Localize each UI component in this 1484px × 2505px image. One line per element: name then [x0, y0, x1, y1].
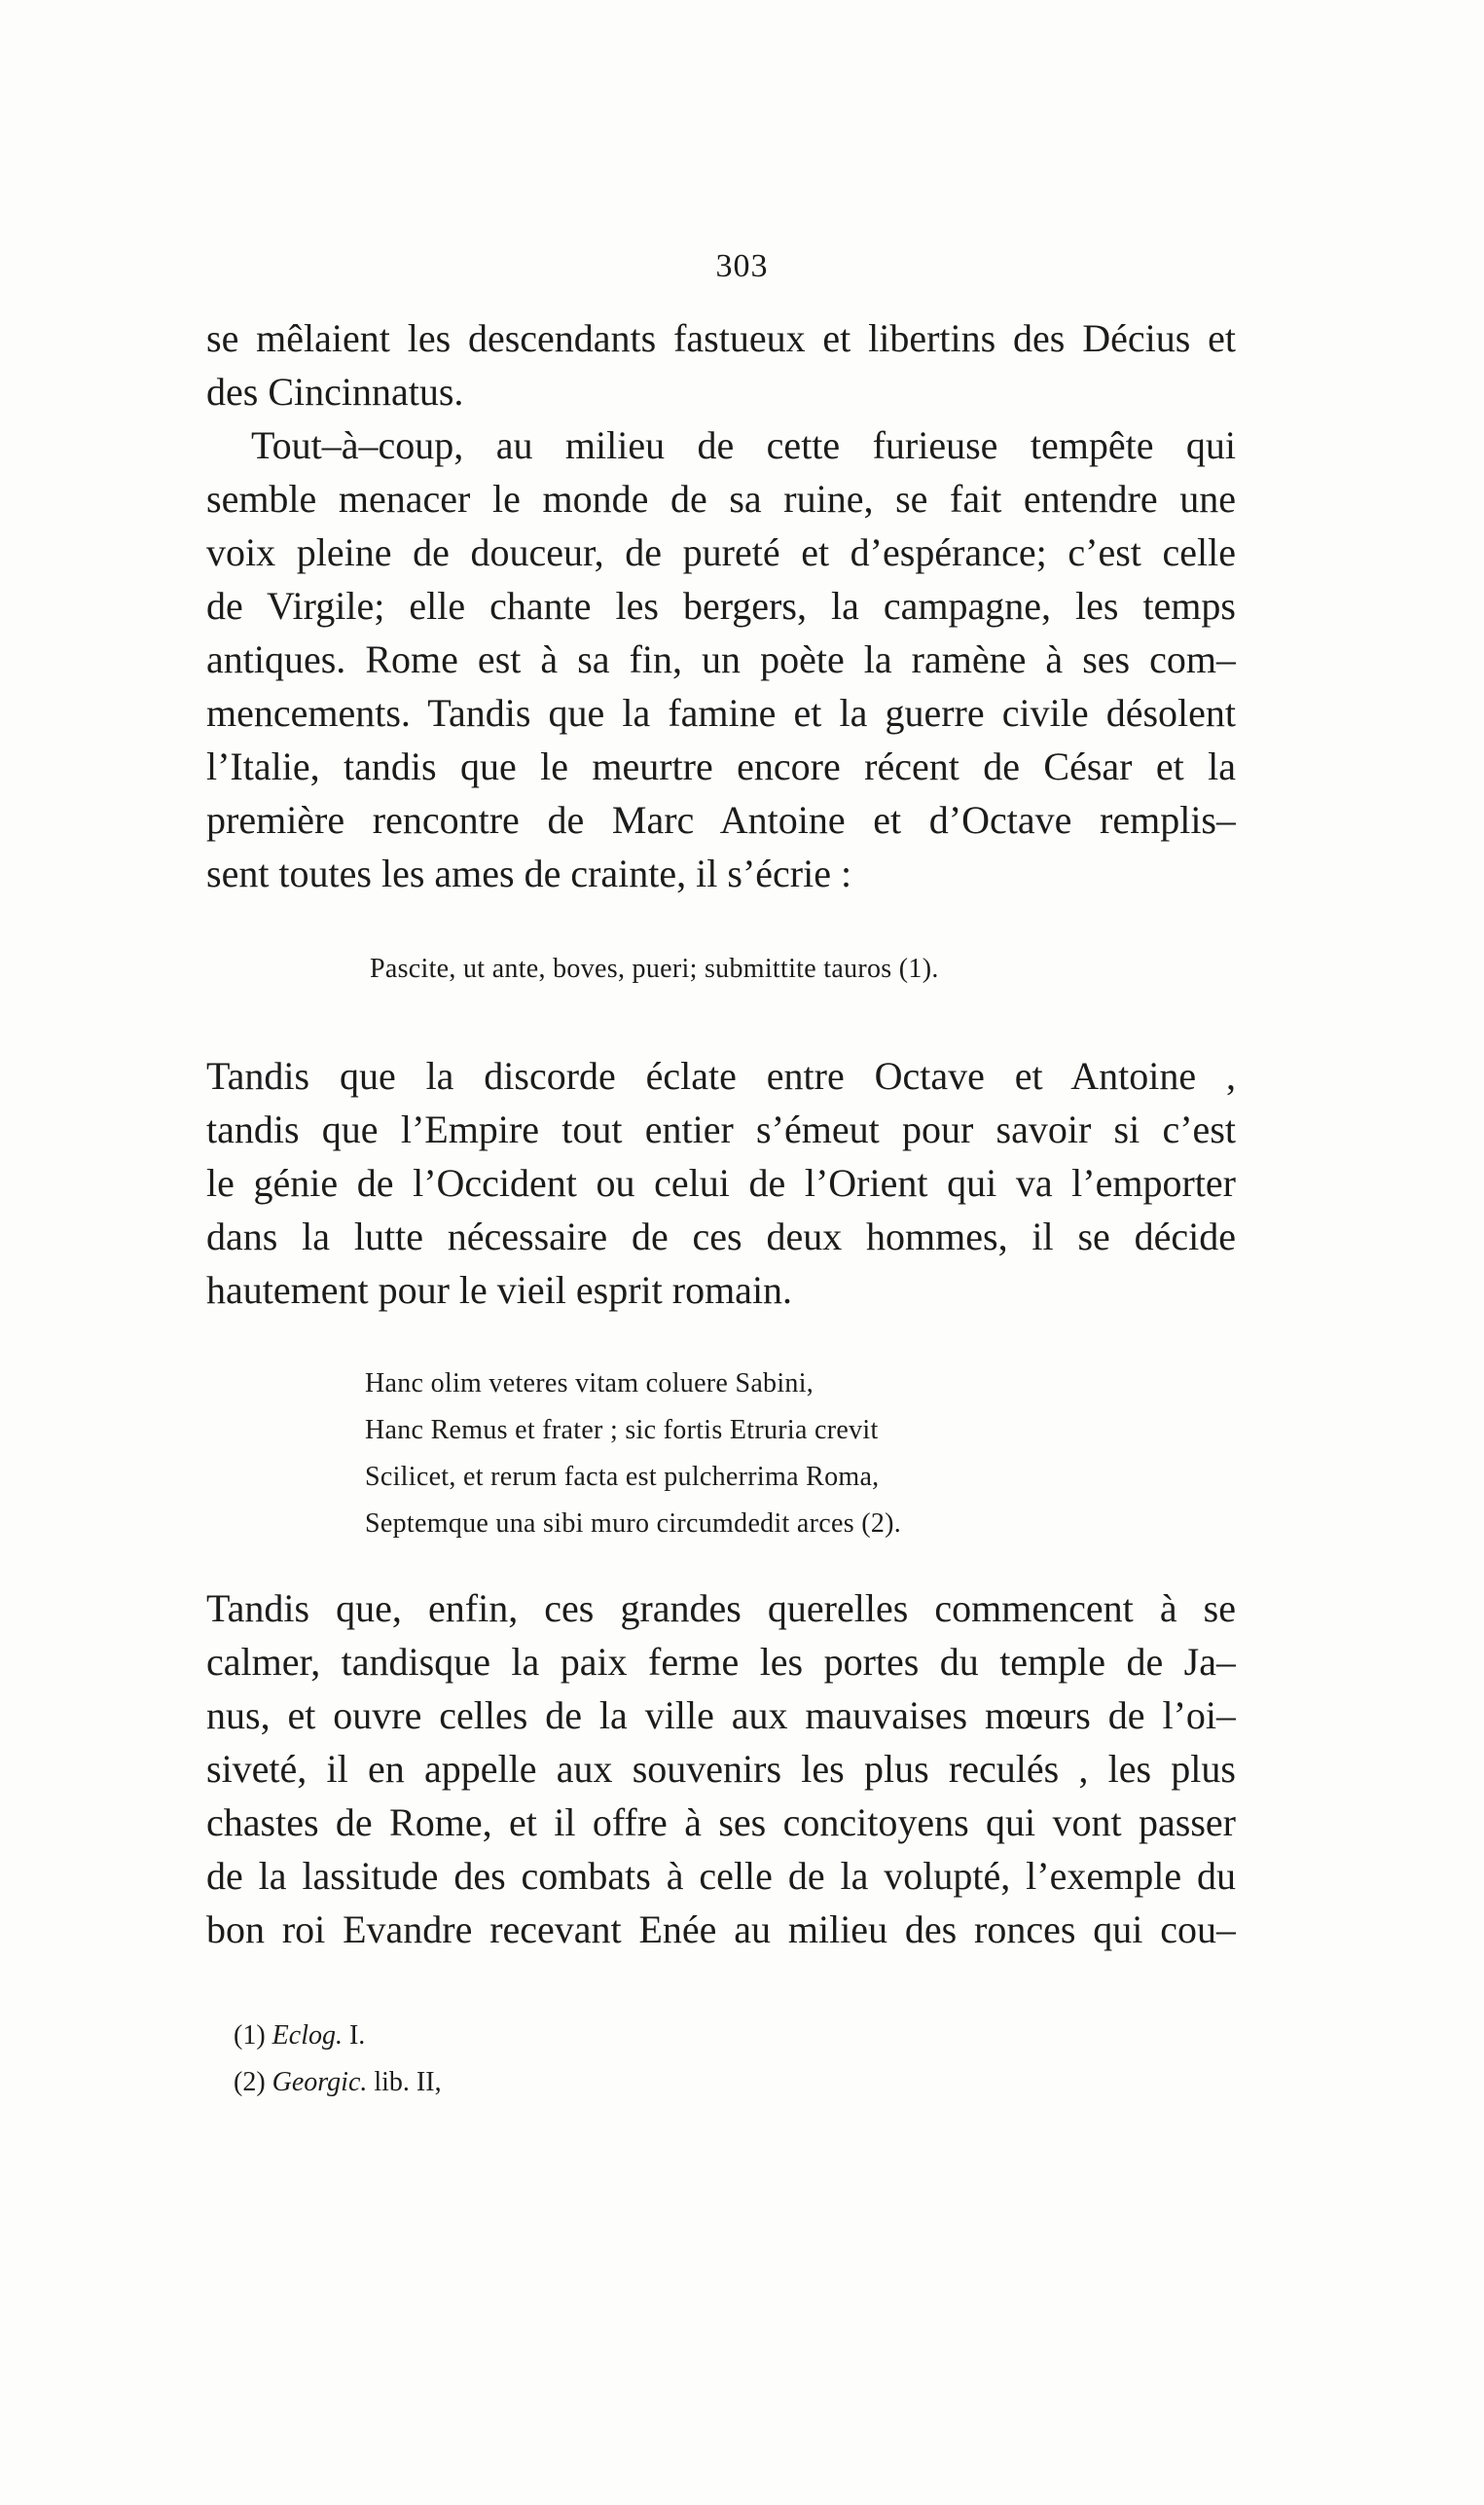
footnote-work: Eclog. — [271, 2020, 343, 2051]
text-line: semble menacer le monde de sa ruine, se fait entendre une — [206, 477, 1236, 521]
page-number: 303 — [715, 248, 769, 284]
text-line: antiques. Rome est à sa fin, un poète la ramène à ses com– — [206, 637, 1236, 681]
verse-quotation-georgics — [365, 1361, 901, 1547]
text-line: l’Italie, tandis que le meurtre encore récent de César et la — [206, 744, 1236, 788]
text-line: des Cincinnatus. — [206, 370, 464, 414]
text-line: de la lassitude des combats à celle de la volupté, l’exemple du — [206, 1854, 1236, 1898]
text-line: Tout–à–coup, au milieu de cette furieuse tempête qui — [251, 423, 1236, 467]
verse-line: Hanc Remus et frater ; sic fortis Etruria crevit — [365, 1415, 879, 1445]
footnotes — [234, 2013, 442, 2106]
verse-line: Scilicet, et rerum facta est pulcherrima Roma, — [365, 1462, 880, 1492]
text-line: voix pleine de douceur, de pureté et d’espérance; c’est celle — [206, 530, 1236, 574]
footnote-work: Georgic. — [271, 2067, 368, 2097]
verse-line: Hanc olim veteres vitam coluere Sabini, — [365, 1368, 814, 1398]
verse-line: Septemque una sibi muro circumdedit arces (2). — [365, 1508, 902, 1539]
footnote-2 — [234, 2059, 442, 2106]
text-line: de Virgile; elle chante les bergers, la campagne, les temps — [206, 584, 1236, 628]
footnote-marker: (2) — [234, 2067, 266, 2097]
text-line: calmer, tandisque la paix ferme les portes du temple de Ja– — [206, 1640, 1236, 1684]
verse-quotation-eclogue — [370, 946, 939, 993]
footnote-ref: I. — [348, 2020, 366, 2051]
text-line: chastes de Rome, et il offre à ses concitoyens qui vont passer — [206, 1800, 1236, 1844]
paragraph-continuation — [206, 311, 1236, 418]
text-line: Tandis que la discorde éclate entre Octave et Antoine , — [206, 1054, 1236, 1098]
text-line: première rencontre de Marc Antoine et d’Octave remplis– — [206, 798, 1236, 842]
text-line: nus, et ouvre celles de la ville aux mauvaises mœurs de l’oi– — [206, 1693, 1236, 1737]
paragraph-virgil-intro — [206, 418, 1236, 900]
text-line: se mêlaient les descendants fastueux et libertins des Décius et — [206, 316, 1236, 360]
text-line: le génie de l’Occident ou celui de l’Orient qui va l’emporter — [206, 1161, 1236, 1205]
paragraph-octave-antoine — [206, 1049, 1236, 1317]
footnote-ref: lib. II, — [374, 2067, 442, 2097]
paragraph-evandre — [206, 1581, 1236, 1956]
verse-line: Pascite, ut ante, boves, pueri; submittite tauros (1). — [370, 954, 939, 984]
text-line: hautement pour le vieil esprit romain. — [206, 1268, 793, 1312]
text-line: sent toutes les ames de crainte, il s’écrie : — [206, 852, 852, 895]
footnote-1 — [234, 2013, 442, 2059]
footnote-marker: (1) — [234, 2020, 266, 2051]
text-line: siveté, il en appelle aux souvenirs les plus reculés , les plus — [206, 1747, 1236, 1791]
text-line: dans la lutte nécessaire de ces deux hommes, il se décide — [206, 1215, 1236, 1258]
text-line: tandis que l’Empire tout entier s’émeut pour savoir si c’est — [206, 1107, 1236, 1151]
text-line: Tandis que, enfin, ces grandes querelles commencent à se — [206, 1586, 1236, 1630]
text-line: mencements. Tandis que la famine et la guerre civile désolent — [206, 691, 1236, 735]
text-line: bon roi Evandre recevant Enée au milieu des ronces qui cou– — [206, 1907, 1236, 1951]
